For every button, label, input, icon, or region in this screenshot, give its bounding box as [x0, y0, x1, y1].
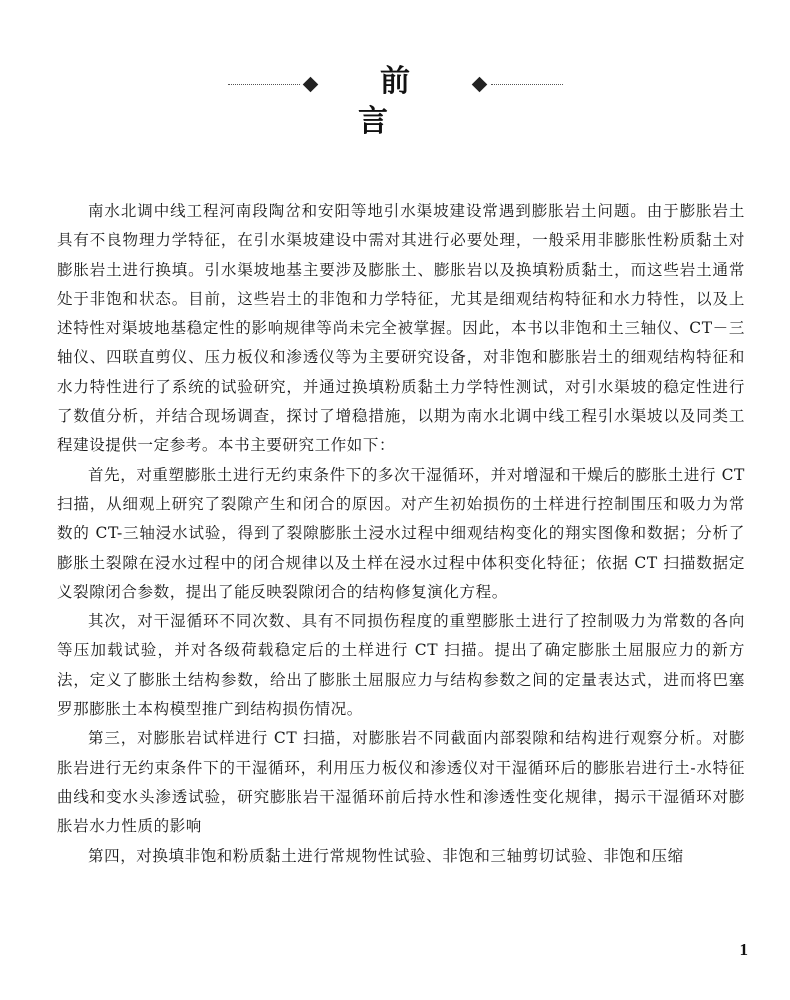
paragraph-second: 其次，对干湿循环不同次数、具有不同损伤程度的重塑膨胀土进行了控制吸力为常数的各向等压加载试验，并对各级荷载稳定后的土样进行 CT 扫描。提出了确定膨胀土屈服应力的新方法，定义了膨胀土结构参数，给出了膨胀土屈服应力与结构参数之间的定量表达式，进而将巴塞罗那膨胀土本构模型推广到结构损伤情况。: [57, 612, 745, 719]
page-number: 1: [739, 940, 748, 959]
paragraph-first: 首先，对重塑膨胀土进行无约束条件下的多次干湿循环，并对增湿和干燥后的膨胀土进行 CT 扫描，从细观上研究了裂隙产生和闭合的原因。对产生初始损伤的土样进行控制围压和吸力为常数的 CT-三轴浸水试验，得到了裂隙膨胀土浸水过程中细观结构变化的翔实图像和数据；分析了膨胀土裂隙在浸水过程中的闭合规律以及土样在浸水过程中体积变化特征；依据 CT 扫描数据定义裂隙闭合参数，提出了能反映裂隙闭合的结构修复演化方程。: [57, 465, 745, 601]
paragraph-fourth: 第四，对换填非饱和粉质黏土进行常规物性试验、非饱和三轴剪切试验、非饱和压缩: [88, 846, 684, 865]
left-diamond-ornament: [303, 77, 319, 93]
paragraph-intro: 南水北调中线工程河南段陶岔和安阳等地引水渠坡建设常遇到膨胀岩土问题。由于膨胀岩土具有不良物理力学特征，在引水渠坡建设中需对其进行必要处理，一般采用非膨胀性粉质黏土对膨胀岩土进行换填。引水渠坡地基主要涉及膨胀土、膨胀岩以及换填粉质黏土，而这些岩土通常处于非饱和状态。目前，这些岩土的非饱和力学特征，尤其是细观结构特征和水力特性，以及上述特性对渠坡地基稳定性的影响规律等尚未完全被掌握。因此，本书以非饱和土三轴仪、CT－三轴仪、四联直剪仪、压力板仪和渗透仪等为主要研究设备，对非饱和膨胀岩土的细观结构特征和水力特性进行了系统的试验研究，并通过换填粉质黏土力学特性测试，对引水渠坡的稳定性进行了数值分析，并结合现场调查，探讨了增稳措施，以期为南水北调中线工程引水渠坡以及同类工程建设提供一定参考。本书主要研究工作如下：: [57, 202, 745, 455]
chapter-header: [0, 62, 790, 139]
chapter-title: 前 言: [358, 64, 454, 139]
right-dotted-rule: [491, 84, 563, 85]
right-diamond-ornament: [472, 77, 488, 93]
left-dotted-rule: [228, 84, 300, 85]
paragraph-third: 第三，对膨胀岩试样进行 CT 扫描，对膨胀岩不同截面内部裂隙和结构进行观察分析。对膨胀岩进行无约束条件下的干湿循环，利用压力板仪和渗透仪对干湿循环后的膨胀岩进行土-水特征曲线和变水头渗透试验，研究膨胀岩干湿循环前后持水性和渗透性变化规律，揭示干湿循环对膨胀岩水力性质的影响: [57, 729, 745, 836]
body-text: [57, 197, 745, 871]
